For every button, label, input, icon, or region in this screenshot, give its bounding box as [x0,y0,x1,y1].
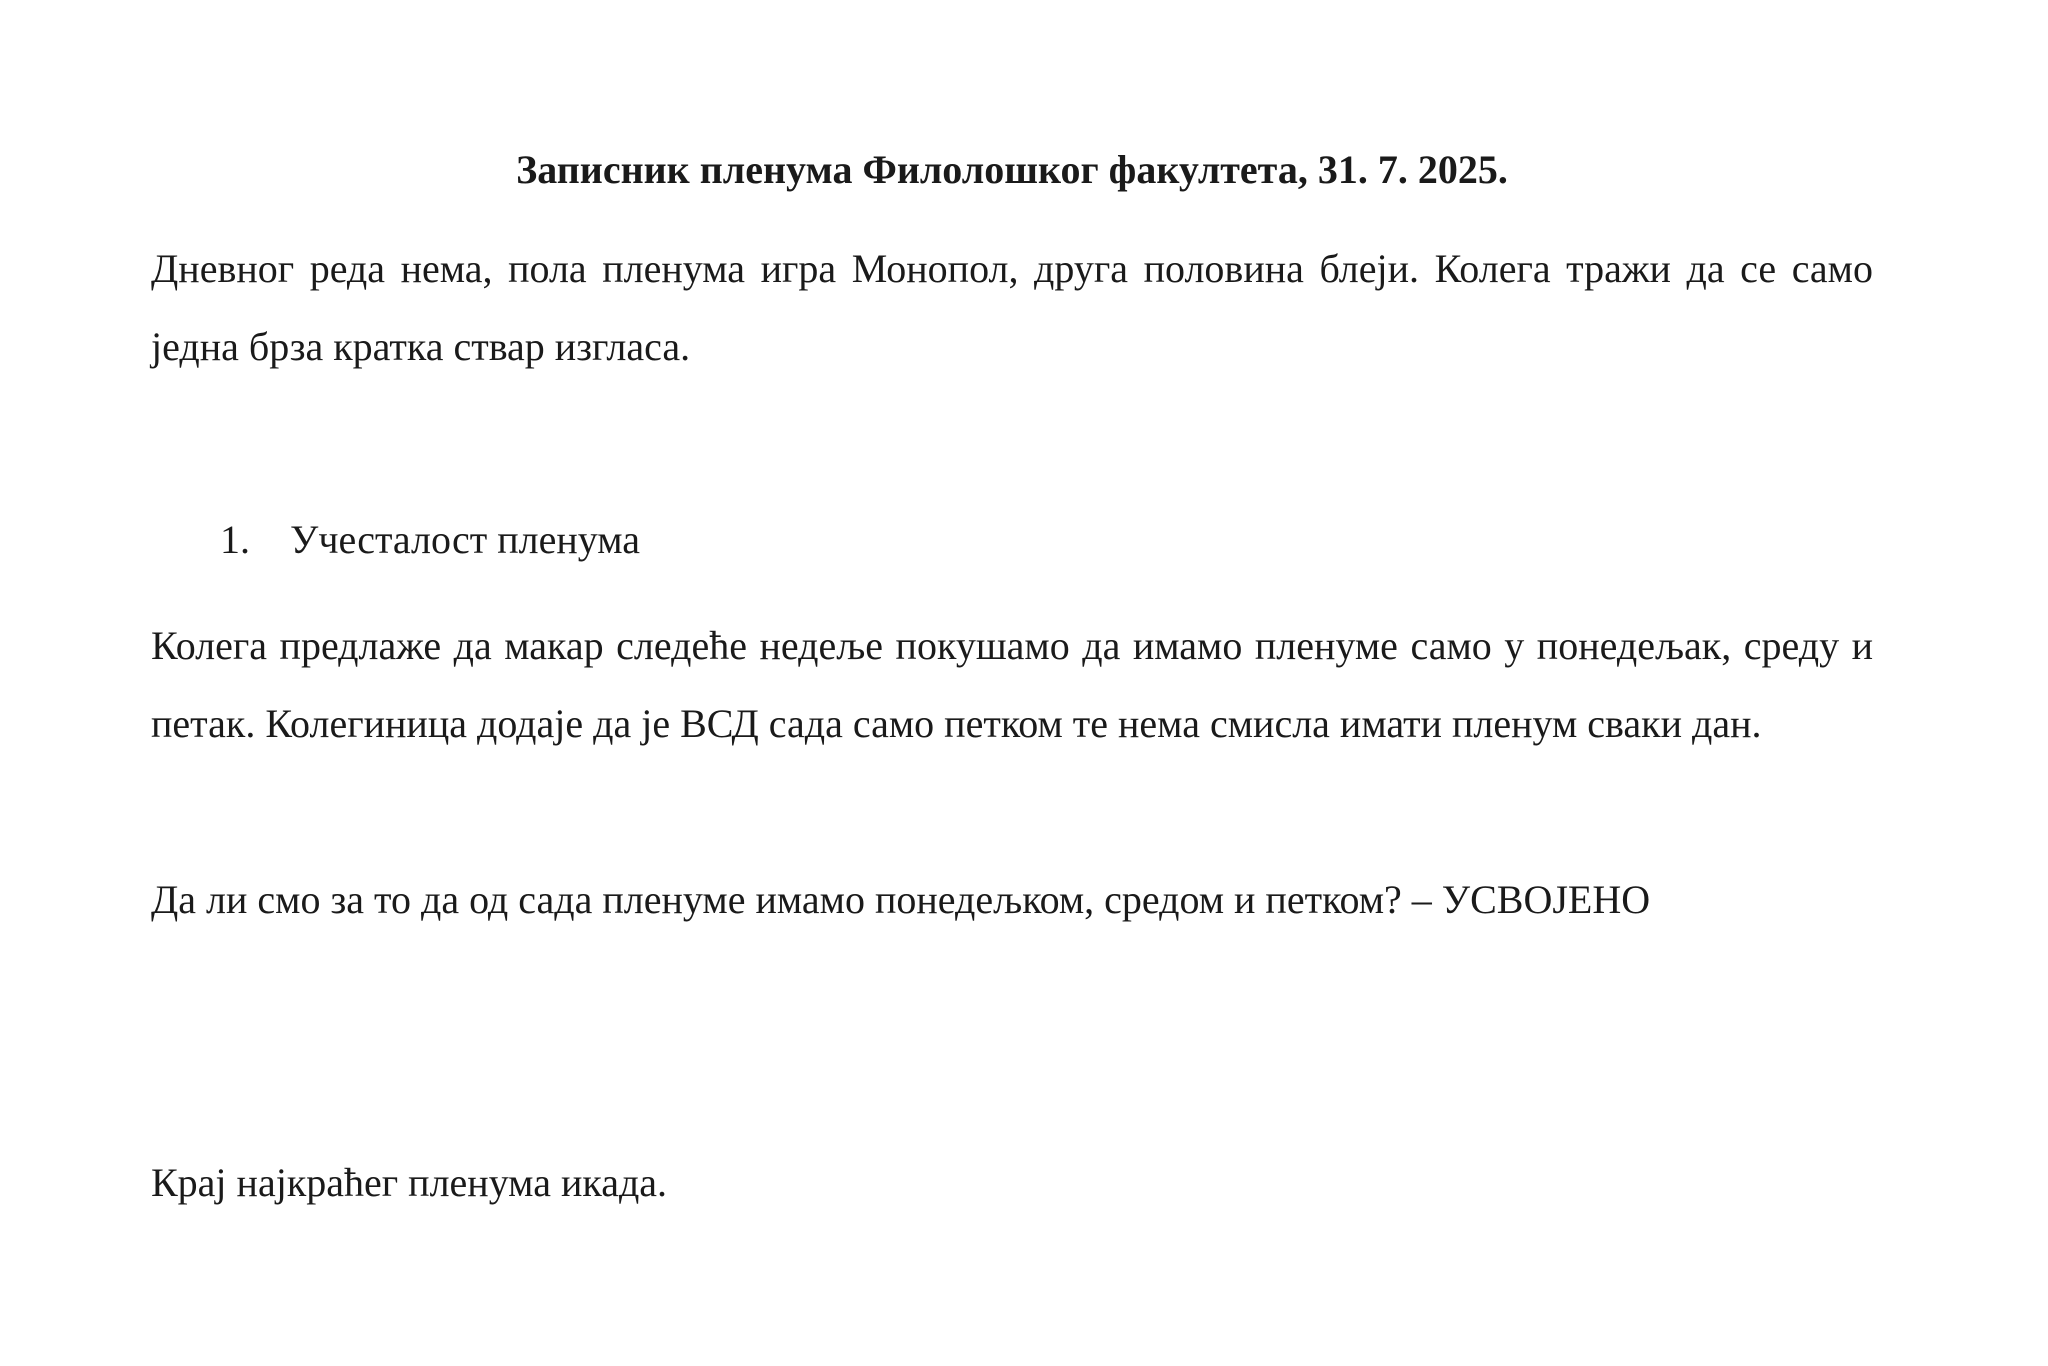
vote-paragraph: Да ли смо за то да од сада пленуме имамо понедељком, средом и петком? – УСВОЈЕНО [151,877,1651,922]
intro-paragraph: Дневног реда нема, пола пленума игра Монопол, друга половина блеји. Колега тражи да се само једна брза кратка ствар изгласа. [151,246,1873,369]
proposal-paragraph: Колега предлаже да макар следеће недеље покушамо да имамо пленуме само у понедељак, среду и петак. Колегиница додаје да је ВСД сада само петком те нема смисла имати пленум сваки дан. [151,623,1873,746]
agenda-item-number: 1. [220,517,250,562]
agenda-item-label: Учесталост пленума [290,517,640,562]
closing-paragraph: Крај најкраћег пленума икада. [151,1160,668,1205]
agenda-item [220,510,640,570]
document-title: Записник пленума Филолошког факултета, 31. 7. 2025. [516,147,1508,192]
